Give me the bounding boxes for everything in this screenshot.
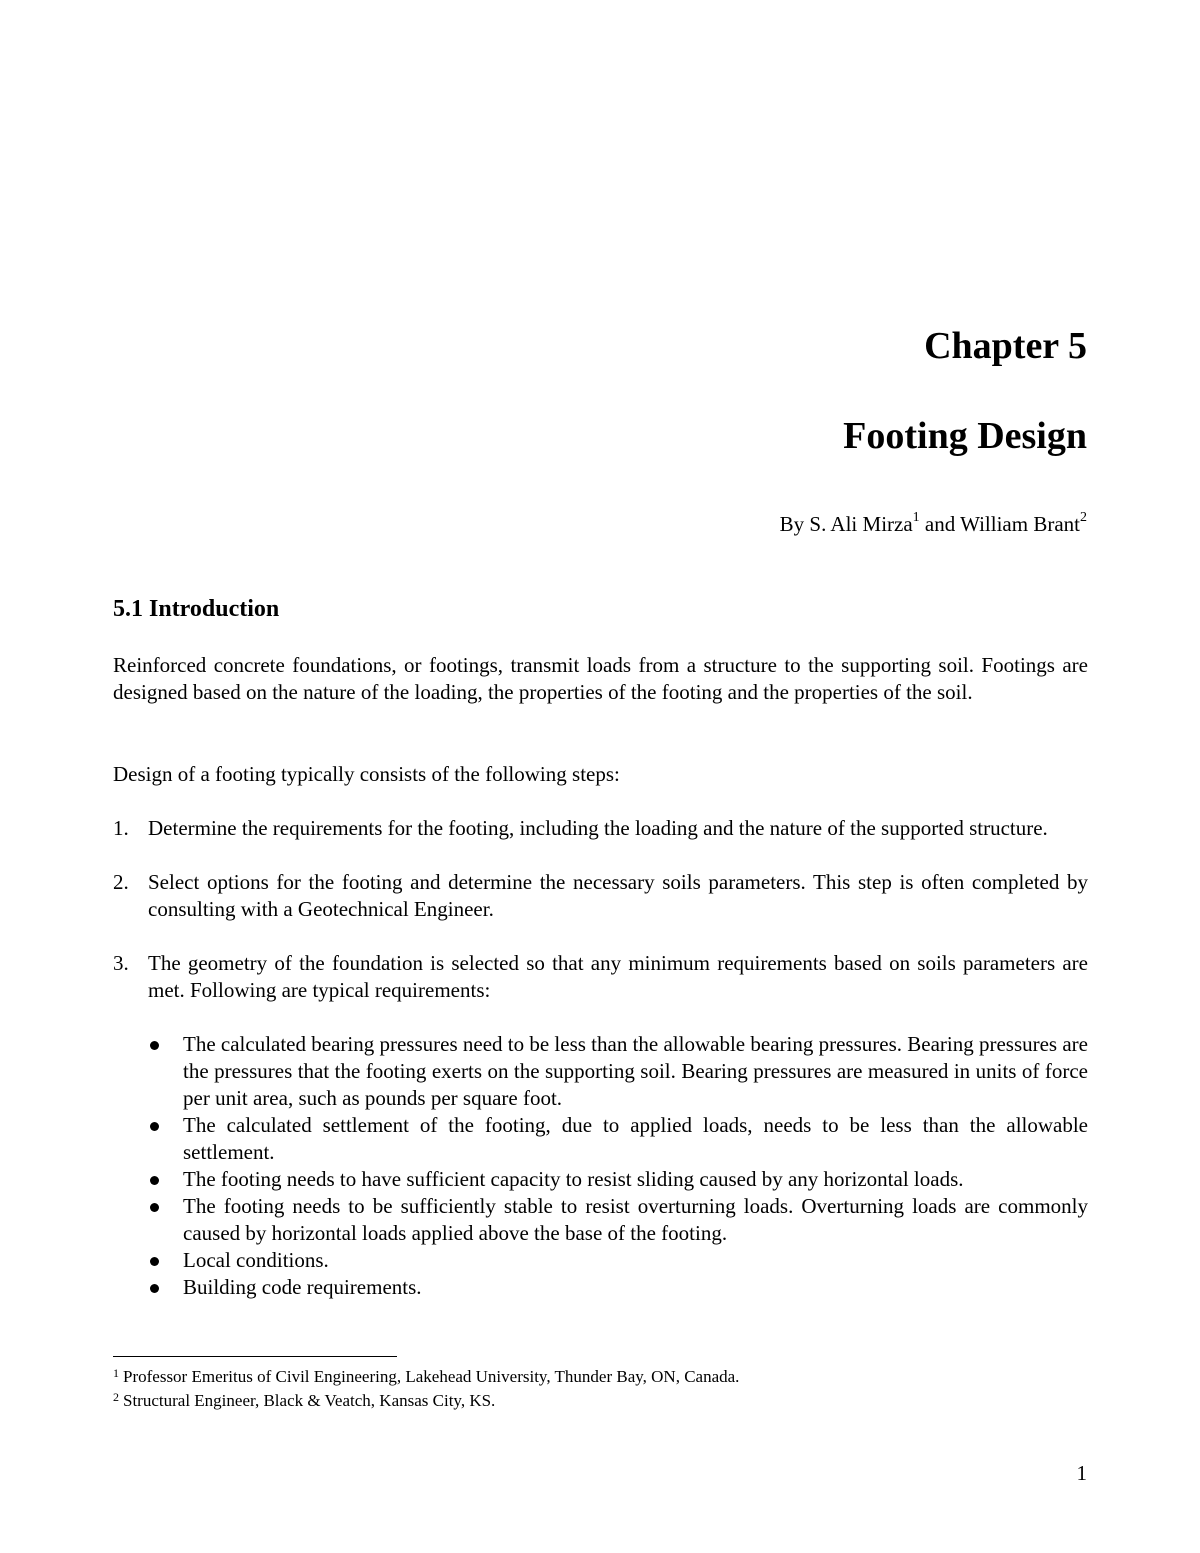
footnote-text: Professor Emeritus of Civil Engineering, Lakehead University, Thunder Bay, ON, Canada.	[123, 1367, 740, 1386]
requirement-text: The calculated settlement of the footing, due to applied loads, needs to be less than the allowable settlement.	[183, 1113, 1088, 1164]
page-number: 1	[1076, 1461, 1087, 1485]
requirements-list	[148, 1031, 1088, 1301]
step-item	[113, 815, 1088, 842]
step-number: 1.	[113, 816, 129, 840]
requirement-item	[148, 1247, 1088, 1274]
author2-footnote-mark: 2	[1080, 510, 1087, 525]
bullet-icon	[150, 1257, 159, 1266]
footnote-mark: 2	[113, 1390, 119, 1404]
footnote-1	[113, 1366, 739, 1389]
chapter-title: Footing Design	[843, 415, 1087, 457]
step-number: 2.	[113, 870, 129, 894]
design-steps-list	[113, 815, 1088, 1328]
bullet-icon	[150, 1284, 159, 1293]
bullet-icon	[150, 1203, 159, 1212]
footnote-mark: 1	[113, 1366, 119, 1380]
bullet-icon	[150, 1041, 159, 1050]
requirement-text: The footing needs to be sufficiently stable to resist overturning loads. Overturning loads are commonly caused by horizontal loads applied above the base of the footing.	[183, 1194, 1088, 1245]
author-byline	[780, 510, 1087, 538]
step-text: The geometry of the foundation is selected so that any minimum requirements based on soils parameters are met. Following are typical requirements:	[148, 951, 1088, 1002]
requirement-text: Local conditions.	[183, 1248, 329, 1272]
author1-footnote-mark: 1	[912, 510, 920, 525]
requirement-text: Building code requirements.	[183, 1275, 422, 1299]
byline-prefix: By S. Ali Mirza	[779, 512, 913, 536]
intro-paragraph: Reinforced concrete foundations, or footings, transmit loads from a structure to the supporting soil. Footings are designed based on the nature of the loading, the properties of the footing and the properties of the soil.	[113, 653, 1088, 704]
bullet-icon	[150, 1122, 159, 1131]
requirement-item	[148, 1274, 1088, 1301]
requirement-item	[148, 1193, 1088, 1247]
step-item	[113, 950, 1088, 1301]
step-text: Select options for the footing and determine the necessary soils parameters. This step is often completed by consulting with a Geotechnical Engineer.	[148, 870, 1088, 921]
footnote-2	[113, 1390, 495, 1413]
step-item	[113, 869, 1088, 923]
bullet-icon	[150, 1176, 159, 1185]
byline-middle: and William Brant	[919, 512, 1080, 536]
step-text: Determine the requirements for the footing, including the loading and the nature of the supported structure.	[148, 816, 1048, 840]
steps-lead-sentence: Design of a footing typically consists of the following steps:	[113, 762, 620, 786]
requirement-text: The calculated bearing pressures need to be less than the allowable bearing pressures. Bearing pressures are the pressures that the footing exerts on the supporting soil. Bearing pressures are measured in units of force per unit area, such as pounds per square foot.	[183, 1032, 1088, 1110]
footnote-divider	[113, 1356, 397, 1357]
step-number: 3.	[113, 951, 129, 975]
requirement-item	[148, 1166, 1088, 1193]
chapter-label: Chapter 5	[924, 325, 1087, 367]
requirement-item	[148, 1031, 1088, 1112]
footnote-text: Structural Engineer, Black & Veatch, Kansas City, KS.	[123, 1391, 496, 1410]
requirement-item	[148, 1112, 1088, 1166]
section-heading: 5.1 Introduction	[113, 596, 280, 622]
requirement-text: The footing needs to have sufficient capacity to resist sliding caused by any horizontal loads.	[183, 1167, 964, 1191]
